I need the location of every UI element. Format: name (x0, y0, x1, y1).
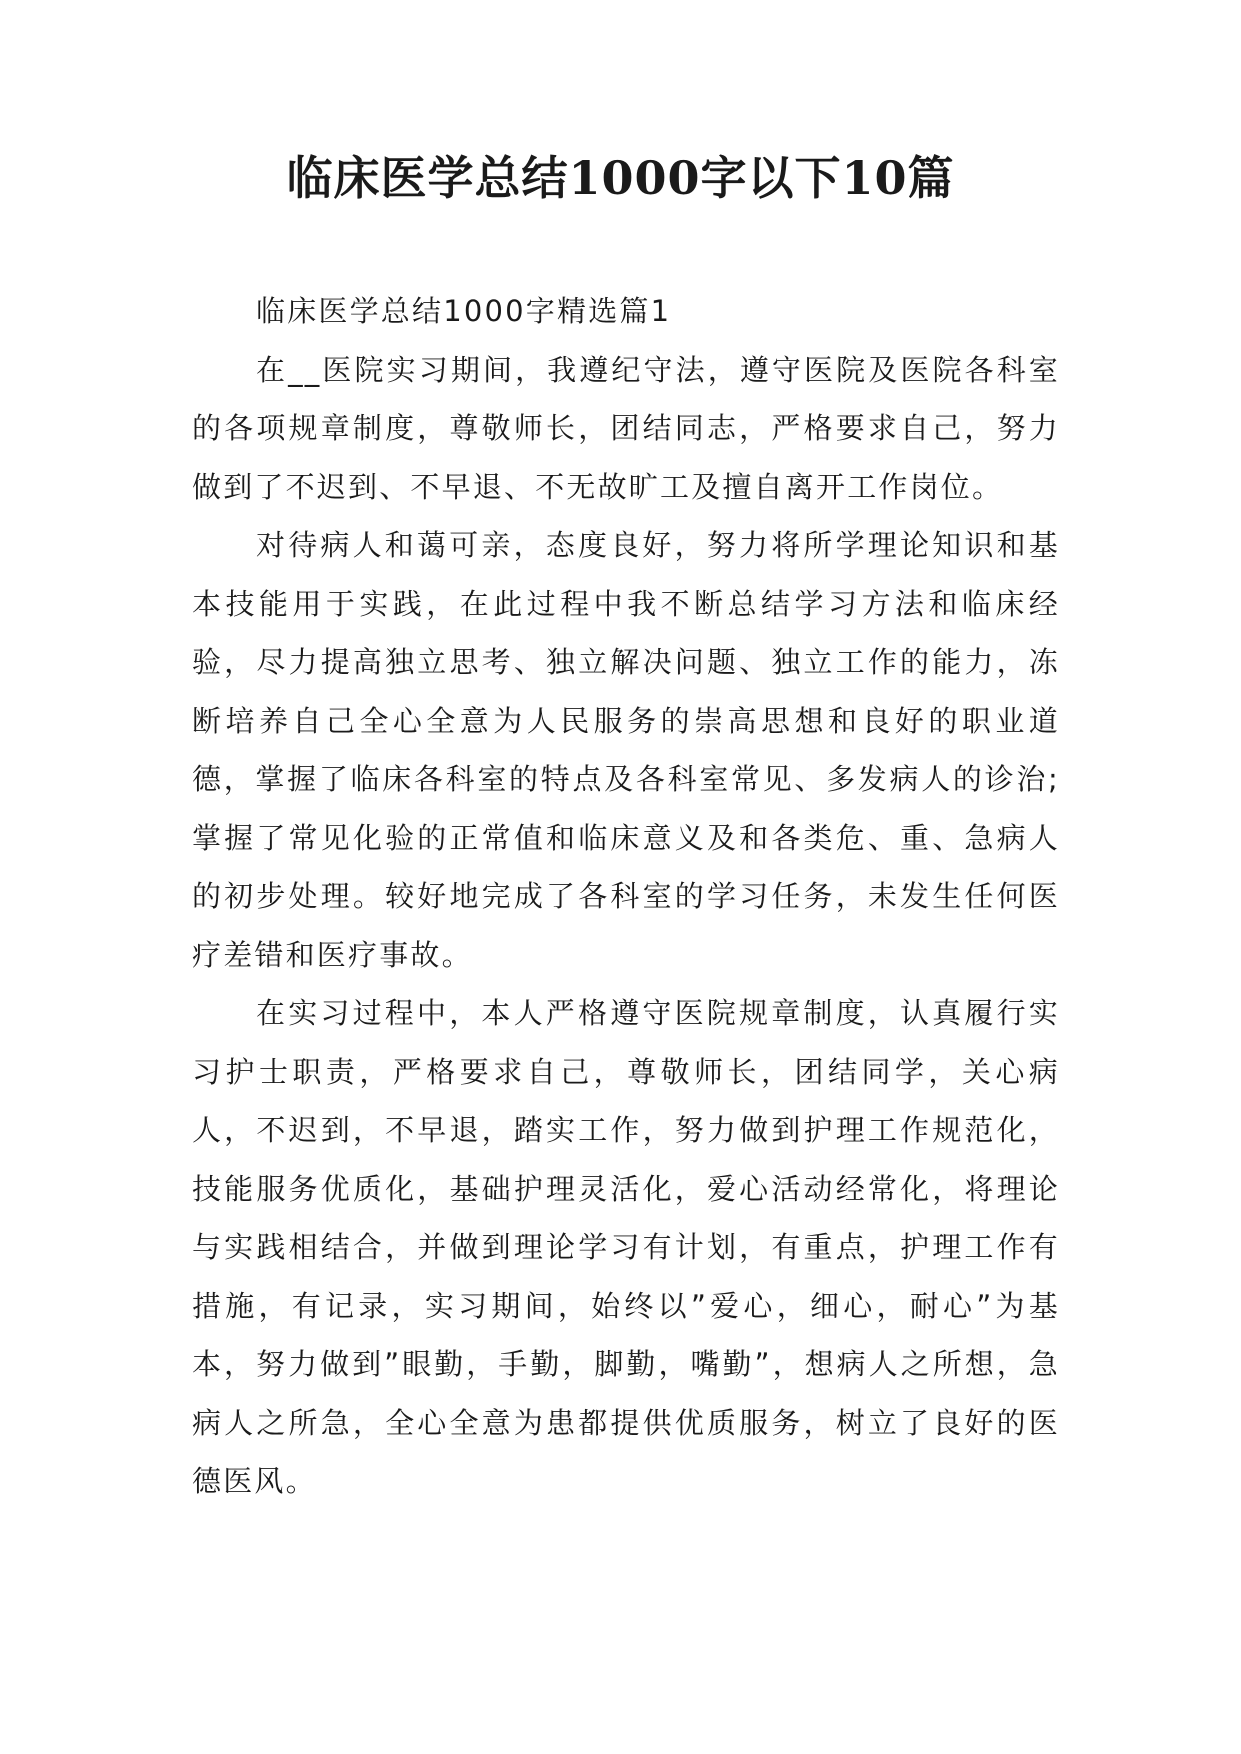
paragraph-1: 在__医院实习期间，我遵纪守法，遵守医院及医院各科室的各项规章制度，尊敬师长，团结同志，严格要求自己，努力做到了不迟到、不早退、不无故旷工及擅自离开工作岗位。 (192, 352, 1060, 504)
document-title: 临床医学总结1000字以下10篇 (286, 151, 955, 205)
paragraph-3: 在实习过程中，本人严格遵守医院规章制度，认真履行实习护士职责，严格要求自己，尊敬师长，团结同学，关心病人，不迟到，不早退，踏实工作，努力做到护理工作规范化，技能服务优质化，基础护理灵活化，爱心活动经常化，将理论与实践相结合，并做到理论学习有计划，有重点，护理工作有措施，有记录，实习期间，始终以”爱心，细心，耐心”为基本，努力做到”眼勤，手勤，脚勤，嘴勤”，想病人之所想，急病人之所急，全心全意为患都提供优质服务，树立了良好的医德医风。 (192, 996, 1060, 1498)
paragraph-2: 对待病人和蔼可亲，态度良好，努力将所学理论知识和基本技能用于实践，在此过程中我不断总结学习方法和临床经验，尽力提高独立思考、独立解决问题、独立工作的能力，冻断培养自己全心全意为人民服务的崇高思想和良好的职业道德，掌握了临床各科室的特点及各科室常见、多发病人的诊治;掌握了常见化验的正常值和临床意义及和各类危、重、急病人的初步处理。较好地完成了各科室的学习任务，未发生任何医疗差错和医疗事故。 (192, 528, 1060, 972)
document-body (192, 282, 1060, 1511)
section-heading: 临床医学总结1000字精选篇1 (256, 294, 672, 328)
